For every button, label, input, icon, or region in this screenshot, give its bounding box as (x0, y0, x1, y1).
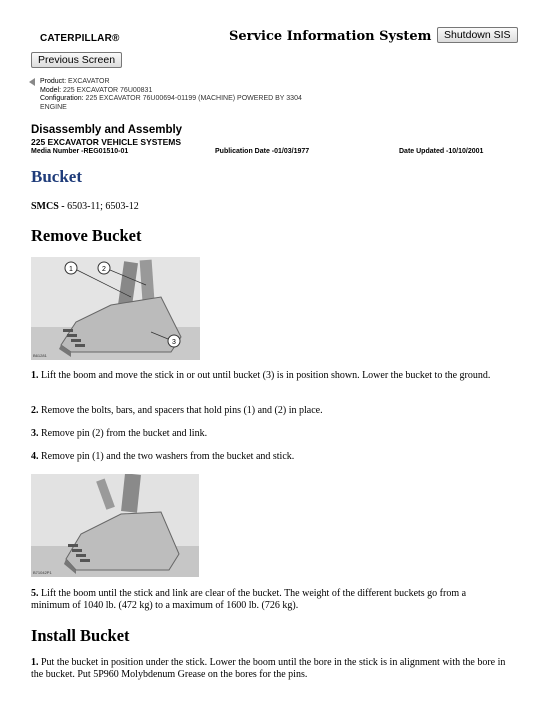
configuration-value: 225 EXCAVATOR 76U00694-01199 (MACHINE) POWERED BY 3304 ENGINE (40, 95, 302, 111)
install-heading: Install Bucket (31, 626, 130, 645)
remove-step-5 (31, 588, 506, 612)
model-value: 225 EXCAVATOR 76U00831 (62, 86, 153, 94)
smcs-codes (31, 201, 139, 212)
figure-remove-bucket-1 (31, 257, 200, 360)
remove-step-1 (31, 370, 506, 382)
sis-title: Service Information System (229, 29, 432, 44)
figure-code-1: B61281 (33, 353, 47, 358)
model-label: Model: (40, 86, 62, 94)
caterpillar-logo: CATERPILLAR® (40, 33, 120, 44)
step-text: Lift the boom and move the stick in or out until bucket (3) is in position shown. Lower the bucket to the ground. (38, 370, 491, 381)
step-text: Remove the bolts, bars, and spacers that hold pins (1) and (2) in place. (38, 405, 323, 416)
install-step-1 (31, 657, 506, 681)
bucket-photo-1 (31, 257, 200, 360)
step-number: 2. (31, 405, 39, 416)
section-title: Disassembly and Assembly (31, 124, 183, 136)
step-number: 4. (31, 451, 39, 462)
step-text: Lift the boom until the stick and link are clear of the bucket. The weight of the different buckets go from a minimum of 1040 lb. (472 kg) to a maximum of 1600 lb. (726 kg). (31, 588, 467, 611)
product-info (40, 78, 310, 112)
step-text: Put the bucket in position under the stick. Lower the boom until the bore in the stick is in alignment with the bore in the bucket. Put 5P960 Molybdenum Grease on the bores for the pins. (31, 657, 506, 680)
configuration-label: Configuration: (40, 95, 84, 102)
media-number: Media Number -REG01510-01 (31, 148, 129, 155)
back-arrow-icon[interactable] (29, 78, 35, 86)
callout-3: 3 (172, 339, 176, 346)
header (0, 0, 533, 66)
smcs-label: SMCS - (31, 201, 65, 212)
page-title: Bucket (31, 167, 82, 186)
subsection-title: 225 EXCAVATOR VEHICLE SYSTEMS (31, 137, 182, 147)
remove-heading: Remove Bucket (31, 226, 142, 245)
step-number: 5. (31, 588, 39, 599)
date-updated: Date Updated -10/10/2001 (399, 148, 484, 155)
callout-1: 1 (69, 266, 73, 273)
remove-step-2 (31, 405, 506, 417)
shutdown-sis-button[interactable]: Shutdown SIS (437, 27, 518, 43)
step-number: 1. (31, 370, 39, 381)
figure-remove-bucket-2 (31, 474, 199, 577)
previous-screen-button[interactable]: Previous Screen (31, 52, 122, 68)
step-text: Remove pin (2) from the bucket and link. (38, 428, 208, 439)
remove-step-4 (31, 451, 506, 463)
smcs-value: 6503-11; 6503-12 (64, 201, 139, 212)
figure-code-2: B71042P1 (33, 570, 52, 575)
publication-date: Publication Date -01/03/1977 (215, 148, 310, 155)
step-number: 3. (31, 428, 39, 439)
bucket-photo-2 (31, 474, 199, 577)
step-number: 1. (31, 657, 39, 668)
product-value: EXCAVATOR (68, 78, 110, 85)
product-label: Product: (40, 78, 67, 85)
step-text: Remove pin (1) and the two washers from the bucket and stick. (38, 451, 295, 462)
remove-step-3 (31, 428, 506, 440)
callout-2: 2 (102, 266, 106, 273)
